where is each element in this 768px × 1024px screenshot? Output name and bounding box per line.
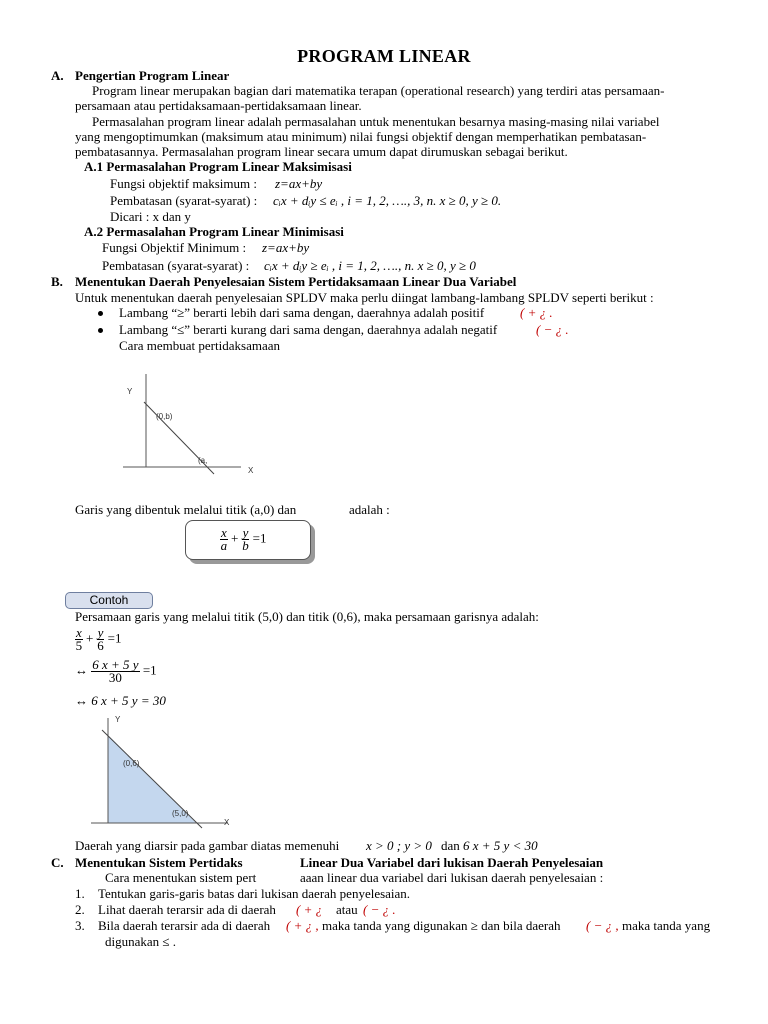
item-3-sign-plus: ( + ¿ , — [286, 918, 319, 933]
a1-heading: A.1 Permasalahan Program Linear Maksimisasi — [84, 159, 352, 174]
frac-x: x — [221, 525, 227, 540]
section-b-intro: Untuk menentukan daerah penyelesaian SPLDV maka perlu diingat lambang-lambang SPLDV seperti berikut : — [75, 290, 654, 305]
step1-rhs: =1 — [107, 630, 122, 646]
a1-dicari: Dicari : x dan y — [110, 209, 191, 224]
graph1-x-label: X — [248, 466, 254, 475]
section-b-heading: Menentukan Daerah Penyelesaian Sistem Pertidaksamaan Linear Dua Variabel — [75, 274, 517, 289]
graph2-point-top: (0,6) — [123, 759, 140, 768]
section-a-p2-line1: Permasalahan program linear adalah permasalahan untuk menentukan besarnya masing-masing nilai variabel — [92, 114, 660, 129]
step2-rhs: =1 — [142, 662, 157, 678]
bullet-dot-2 — [98, 328, 103, 333]
garis-adalah: adalah : — [349, 502, 390, 517]
section-a-p2-line3: pembatasannya. Permasalahan program linear secara umum dapat dirumuskan sebagai berikut. — [75, 144, 568, 159]
a2-fungsi-equation: z=ax+by — [262, 240, 310, 255]
item-2-sign-plus: ( + ¿ — [296, 902, 323, 917]
item-2-text: Lihat daerah terarsir ada di daerah — [98, 902, 276, 917]
graph1-y-label: Y — [127, 387, 133, 396]
step2-frac — [91, 659, 139, 684]
section-a-heading: Pengertian Program Linear — [75, 68, 230, 83]
item-3-line2: digunakan ≤ . — [105, 934, 177, 949]
a2-pembatasan-label: Pembatasan (syarat-syarat) : — [102, 258, 250, 273]
bullet-2-text: Lambang “≤” berarti kurang dari sama dengan, daerahnya adalah negatif — [119, 322, 498, 337]
eq-rhs: =1 — [252, 530, 267, 546]
step1-y: y — [97, 625, 104, 640]
item-3-text: Bila daerah terarsir ada di daerah — [98, 918, 271, 933]
contoh-badge: Contoh — [65, 592, 153, 609]
daerah-equation-2: 6 x + 5 y < 30 — [463, 838, 538, 853]
a1-fungsi-equation: z=ax+by — [275, 176, 323, 191]
page-title: PROGRAM LINEAR — [297, 46, 471, 66]
step1-frac-y6 — [97, 627, 105, 652]
daerah-equation-1: x > 0 ; y > 0 — [366, 838, 432, 853]
a2-pembatasan-equation: cᵢx + dᵢy ≥ eᵢ , i = 1, 2, …., n. x ≥ 0, y ≥ 0 — [264, 258, 476, 273]
a1-pembatasan-label: Pembatasan (syarat-syarat) : — [110, 193, 258, 208]
section-a-p2-line2: yang mengoptimumkan (maksimum atau minimum) nilai fungsi objektif dengan memperhatikan pembatasan- — [75, 129, 647, 144]
section-c-intro-part1: Cara menentukan sistem pert — [105, 870, 257, 885]
bullet-2-sign: ( − ¿ . — [536, 322, 569, 337]
frac-y: y — [242, 525, 249, 540]
garis-text: Garis yang dibentuk melalui titik (a,0) dan — [75, 502, 297, 517]
graph1-point-a: (a, — [198, 456, 208, 465]
item-3-sign-minus: ( − ¿ , — [586, 918, 619, 933]
step1-plus: + — [86, 630, 94, 646]
a2-heading: A.2 Permasalahan Program Linear Minimisasi — [84, 224, 344, 239]
step1-equation — [75, 627, 122, 652]
item-3-number: 3. — [75, 918, 85, 933]
step2-arrow: ↔ — [75, 662, 88, 678]
daerah-text: Daerah yang diarsir pada gambar diatas memenuhi — [75, 838, 340, 853]
item-2-number: 2. — [75, 902, 85, 917]
frac-y-over-b — [242, 527, 250, 552]
graph2-point-right: (5,0) — [172, 809, 189, 818]
shaded-region-graph — [86, 712, 244, 830]
intercept-graph — [118, 370, 258, 475]
item-2-sign-minus: ( − ¿ . — [363, 902, 396, 917]
item-2-atau: atau — [336, 902, 358, 917]
section-c-heading-part1: Menentukan Sistem Pertidaks — [75, 855, 243, 870]
section-c-heading-part2: Linear Dua Variabel dari lukisan Daerah Penyelesaian — [300, 855, 604, 870]
graph2-y-label: Y — [115, 715, 121, 724]
cara-text: Cara membuat pertidaksamaan — [119, 338, 280, 353]
frac-a: a — [220, 538, 228, 553]
section-b-letter: B. — [51, 274, 63, 289]
step1-6: 6 — [97, 638, 104, 653]
item-1-number: 1. — [75, 886, 85, 901]
contoh-text: Persamaan garis yang melalui titik (5,0) dan titik (0,6), maka persamaan garisnya adalah: — [75, 609, 539, 624]
step3-equation: ↔ 6 x + 5 y = 30 — [75, 693, 166, 708]
item-1-text: Tentukan garis-garis batas dari lukisan daerah penyelesaian. — [98, 886, 411, 901]
frac-x-over-a — [220, 527, 228, 552]
bullet-1-text: Lambang “≥” berarti lebih dari sama dengan, daerahnya adalah positif — [119, 305, 485, 320]
eq-plus: + — [231, 530, 239, 546]
bullet-1-sign: ( + ¿ . — [520, 305, 553, 320]
graph2-x-label: X — [224, 818, 230, 827]
frac-b: b — [242, 538, 249, 553]
intercept-equation — [220, 527, 267, 552]
a1-pembatasan-equation: cᵢx + dᵢy ≤ eᵢ , i = 1, 2, …., 3, n. x ≥ 0, y ≥ 0. — [273, 193, 502, 208]
daerah-dan: dan — [441, 838, 460, 853]
bullet-dot-1 — [98, 311, 103, 316]
section-a-p1-line2: persamaan atau pertidaksamaan-pertidaksamaan linear. — [75, 98, 362, 113]
a1-fungsi-label: Fungsi objektif maksimum : — [110, 176, 257, 191]
section-a-letter: A. — [51, 68, 64, 83]
section-c-intro-part2: aaan linear dua variabel dari lukisan daerah penyelesaian : — [300, 870, 604, 885]
step2-den: 30 — [108, 670, 122, 685]
step1-5: 5 — [75, 638, 83, 653]
step2-num: 6 x + 5 y — [92, 657, 139, 672]
section-a-p1-line1: Program linear merupakan bagian dari matematika terapan (operational research) yang terdiri atas persamaan- — [92, 83, 665, 98]
step2-equation — [75, 659, 157, 684]
step1-frac-x5 — [75, 627, 83, 652]
step1-x: x — [76, 625, 82, 640]
item-3-middle: maka tanda yang digunakan ≥ dan bila daerah — [322, 918, 561, 933]
graph1-point-b: (0,b) — [156, 412, 173, 421]
item-3-end: maka tanda yang — [622, 918, 711, 933]
a2-fungsi-label: Fungsi Objektif Minimum : — [102, 240, 247, 255]
section-c-letter: C. — [51, 855, 64, 870]
